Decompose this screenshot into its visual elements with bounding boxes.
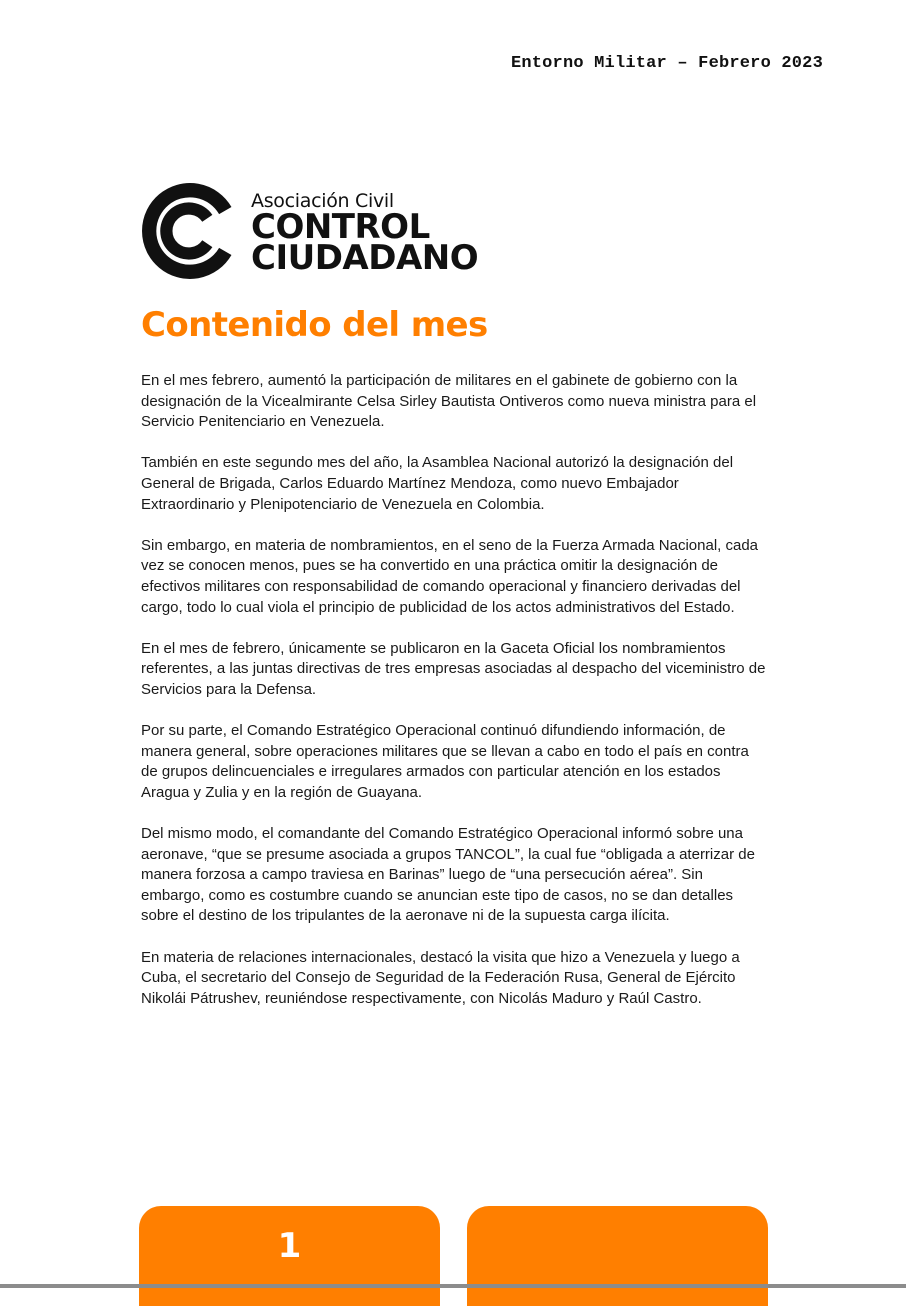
logo-line-ciudadano: CIUDADANO <box>251 238 479 278</box>
paragraph: En el mes febrero, aumentó la participación de militares en el gabinete de gobierno con la designación de la Vicealmirante Celsa Sirley Bautista Ontiveros como nueva ministra para el Servicio Penitenciario en Venezuela. <box>141 372 757 431</box>
paragraph: Por su parte, el Comando Estratégico Operacional continuó difundiendo información, de manera general, sobre operaciones militares que se llevan a cabo en todo el país en contra de grupos delincuenciales e irregulares armados con particular atención en los estados Aragua y Zulia y en la región de Guayana. <box>141 722 749 801</box>
bottom-rule <box>0 1284 906 1288</box>
running-header: Entorno Militar – Febrero 2023 <box>510 54 823 73</box>
control-ciudadano-logo-icon <box>139 180 241 282</box>
body-text <box>141 371 766 1030</box>
page-number: 1 <box>277 1226 302 1266</box>
paragraph: También en este segundo mes del año, la Asamblea Nacional autorizó la designación del General de Brigada, Carlos Eduardo Martínez Mendoza, como nuevo Embajador Extraordinario y Plenipotenciario de Venezuela en Colombia. <box>141 454 734 513</box>
footer-page-number-box <box>139 1206 440 1306</box>
logo-wordmark <box>251 190 479 278</box>
paragraph: En el mes de febrero, únicamente se publicaron en la Gaceta Oficial los nombramientos referentes, a las juntas directivas de tres empresas asociadas al despacho del viceministro de Servicios para la Defensa. <box>141 639 766 698</box>
footer-decorative-box <box>467 1206 768 1306</box>
paragraph: Sin embargo, en materia de nombramientos, en el seno de la Fuerza Armada Nacional, cada vez se conocen menos, pues se ha convertido en una práctica omitir la designación de efectivos militares con responsabilidad de comando operacional y financiero derivadas del cargo, todo lo cual viola el principio de publicidad de los actos administrativos del Estado. <box>141 536 759 616</box>
paragraph: Del mismo modo, el comandante del Comando Estratégico Operacional informó sobre una aeronave, “que se presume asociada a grupos TANCOL”, la cual fue “obligada a aterrizar de manera forzosa a campo traviesa en Barinas” luego de “una persecución aérea”. Sin embargo, como es costumbre cuando se anuncian este tipo de casos, no se dan detalles sobre el destino de los tripulantes de la aeronave ni de la supuesta carga ilícita. <box>141 825 755 925</box>
paragraph: En materia de relaciones internacionales, destacó la visita que hizo a Venezuela y luego a Cuba, el secretario del Consejo de Seguridad de la Federación Rusa, General de Ejército Nikolái Pátrushev, reuniéndose respectivamente, con Nicolás Maduro y Raúl Castro. <box>141 948 740 1007</box>
organization-logo <box>139 180 519 284</box>
page-title: Contenido del mes <box>141 305 488 345</box>
logo-subtitle: Asociación Civil <box>251 190 394 212</box>
logo-line-control: CONTROL <box>251 207 430 247</box>
